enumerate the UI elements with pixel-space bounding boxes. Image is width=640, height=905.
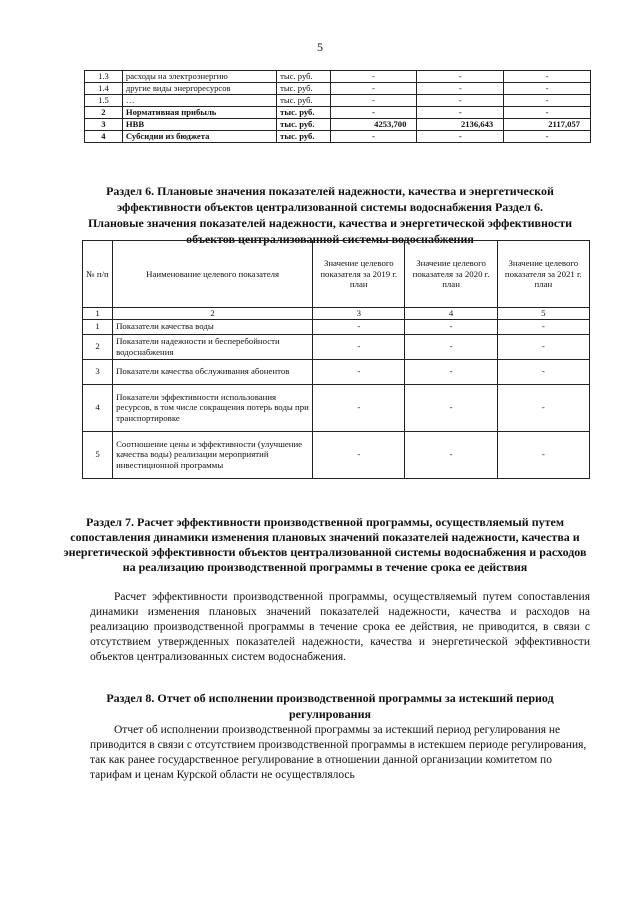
indicators-table-body <box>83 319 590 478</box>
row-name: другие виды энергоресурсов <box>122 83 276 95</box>
row-number: 1 <box>83 319 113 334</box>
header-name: Наименование целевого показателя <box>113 241 313 308</box>
row-value-1: - <box>330 131 417 143</box>
header-row <box>83 241 590 308</box>
row-value-2020: - <box>405 359 497 384</box>
costs-table <box>84 70 591 143</box>
costs-table-body <box>85 71 591 143</box>
col-number: 2 <box>113 308 313 320</box>
row-value-3: 2117,057 <box>504 119 591 131</box>
row-name: … <box>122 95 276 107</box>
row-value-3: - <box>504 131 591 143</box>
row-number: 2 <box>85 107 123 119</box>
header-num: № п/п <box>83 241 113 308</box>
row-value-2021: - <box>497 431 589 478</box>
row-number: 1.5 <box>85 95 123 107</box>
table-row <box>83 359 590 384</box>
row-name: Соотношение цены и эффективности (улучшение качества воды) реализации мероприятий инвестиционной программы <box>113 431 313 478</box>
row-number: 4 <box>85 131 123 143</box>
section-6-title: Раздел 6. Плановые значения показателей надежности, качества и энергетической эффективности объектов централизованной системы водоснабжения Раздел 6. <box>106 184 554 214</box>
indicators-table <box>82 240 590 479</box>
row-value-2020: - <box>405 431 497 478</box>
row-value-2: - <box>417 131 504 143</box>
header-2021: Значение целевого показателя за 2021 г. план <box>497 241 589 308</box>
row-value-2: - <box>417 107 504 119</box>
row-name: НВВ <box>122 119 276 131</box>
row-value-2019: - <box>313 319 405 334</box>
table-row <box>83 431 590 478</box>
col-number: 1 <box>83 308 113 320</box>
row-number: 3 <box>85 119 123 131</box>
table-row <box>83 334 590 359</box>
row-value-2020: - <box>405 384 497 431</box>
row-name: Показатели надежности и бесперебойности водоснабжения <box>113 334 313 359</box>
row-value-2021: - <box>497 359 589 384</box>
row-number: 5 <box>83 431 113 478</box>
section-7-body: Расчет эффективности производственной программы, осуществляемый путем сопоставления динамики изменения плановых значений показателей надежности, качества и расходов на реализацию производственной программы в течение срока ее действия, не приводится, в связи с отсутствием утвержденных показателей надежности, качества и энергетической эффективности объектов централизованных систем водоснабжения. <box>90 591 590 663</box>
table-row <box>85 71 591 83</box>
row-value-2021: - <box>497 319 589 334</box>
row-unit: тыс. руб. <box>277 71 330 83</box>
row-name: Субсидии из бюджета <box>122 131 276 143</box>
row-value-1: - <box>330 107 417 119</box>
row-number: 2 <box>83 334 113 359</box>
section-6-subtitle: Плановые значения показателей надежности, качества и энергетической эффективности объектов централизованной системы водоснабжения <box>87 216 573 246</box>
row-value-2: - <box>417 95 504 107</box>
row-name: Показатели качества воды <box>113 319 313 334</box>
table-row <box>85 131 591 143</box>
row-unit: тыс. руб. <box>277 119 330 131</box>
row-value-2: 2136,643 <box>417 119 504 131</box>
row-unit: тыс. руб. <box>277 95 330 107</box>
row-value-2: - <box>417 83 504 95</box>
row-value-2021: - <box>497 334 589 359</box>
row-value-2019: - <box>313 431 405 478</box>
row-unit: тыс. руб. <box>277 83 330 95</box>
indicators-table-header <box>83 241 590 320</box>
row-value-3: - <box>504 71 591 83</box>
row-value-2020: - <box>405 334 497 359</box>
header-2020: Значение целевого показателя за 2020 г. план <box>405 241 497 308</box>
row-number: 3 <box>83 359 113 384</box>
page-number: 5 <box>317 40 323 54</box>
row-number: 1.3 <box>85 71 123 83</box>
table-row <box>85 95 591 107</box>
row-name: Нормативная прибыль <box>122 107 276 119</box>
section-8-body: Отчет об исполнении производственной программы за истекший период регулирования не приводится в связи с отсутствием производственной программы в истекшем периоде регулирования, так как ранее государственное регулирование в отношении данной организации комитетом по тарифам и ценам Курской области не осуществлялось <box>90 724 587 781</box>
table-row <box>83 384 590 431</box>
row-value-3: - <box>504 83 591 95</box>
row-value-3: - <box>504 95 591 107</box>
table-row <box>83 319 590 334</box>
col-number: 3 <box>313 308 405 320</box>
row-name: расходы на электроэнергию <box>122 71 276 83</box>
table-row <box>85 119 591 131</box>
row-value-1: - <box>330 71 417 83</box>
row-value-2019: - <box>313 334 405 359</box>
col-number: 4 <box>405 308 497 320</box>
row-value-2020: - <box>405 319 497 334</box>
section-7-title: Раздел 7. Расчет эффективности производственной программы, осуществляемый путем сопоставления динамики изменения плановых значений показателей надежности, качества и энергетической эффективности объектов централизованной системы водоснабжения и расходов на реализацию производственной программы в течение срока ее действия <box>63 515 587 574</box>
row-value-2019: - <box>313 384 405 431</box>
row-name: Показатели качества обслуживания абонентов <box>113 359 313 384</box>
table-row <box>85 83 591 95</box>
row-value-2019: - <box>313 359 405 384</box>
row-unit: тыс. руб. <box>277 107 330 119</box>
header-2019: Значение целевого показателя за 2019 г. план <box>313 241 405 308</box>
table-row <box>85 107 591 119</box>
row-value-2: - <box>417 71 504 83</box>
section-8-title: Раздел 8. Отчет об исполнении производственной программы за истекший период регулирования <box>106 691 554 721</box>
row-value-1: 4253,700 <box>330 119 417 131</box>
row-value-1: - <box>330 83 417 95</box>
row-number: 4 <box>83 384 113 431</box>
row-number: 1.4 <box>85 83 123 95</box>
column-number-row <box>83 308 590 320</box>
row-value-2021: - <box>497 384 589 431</box>
row-unit: тыс. руб. <box>277 131 330 143</box>
row-value-3: - <box>504 107 591 119</box>
col-number: 5 <box>497 308 589 320</box>
row-value-1: - <box>330 95 417 107</box>
row-name: Показатели эффективности использования ресурсов, в том числе сокращения потерь воды при транспортировке <box>113 384 313 431</box>
